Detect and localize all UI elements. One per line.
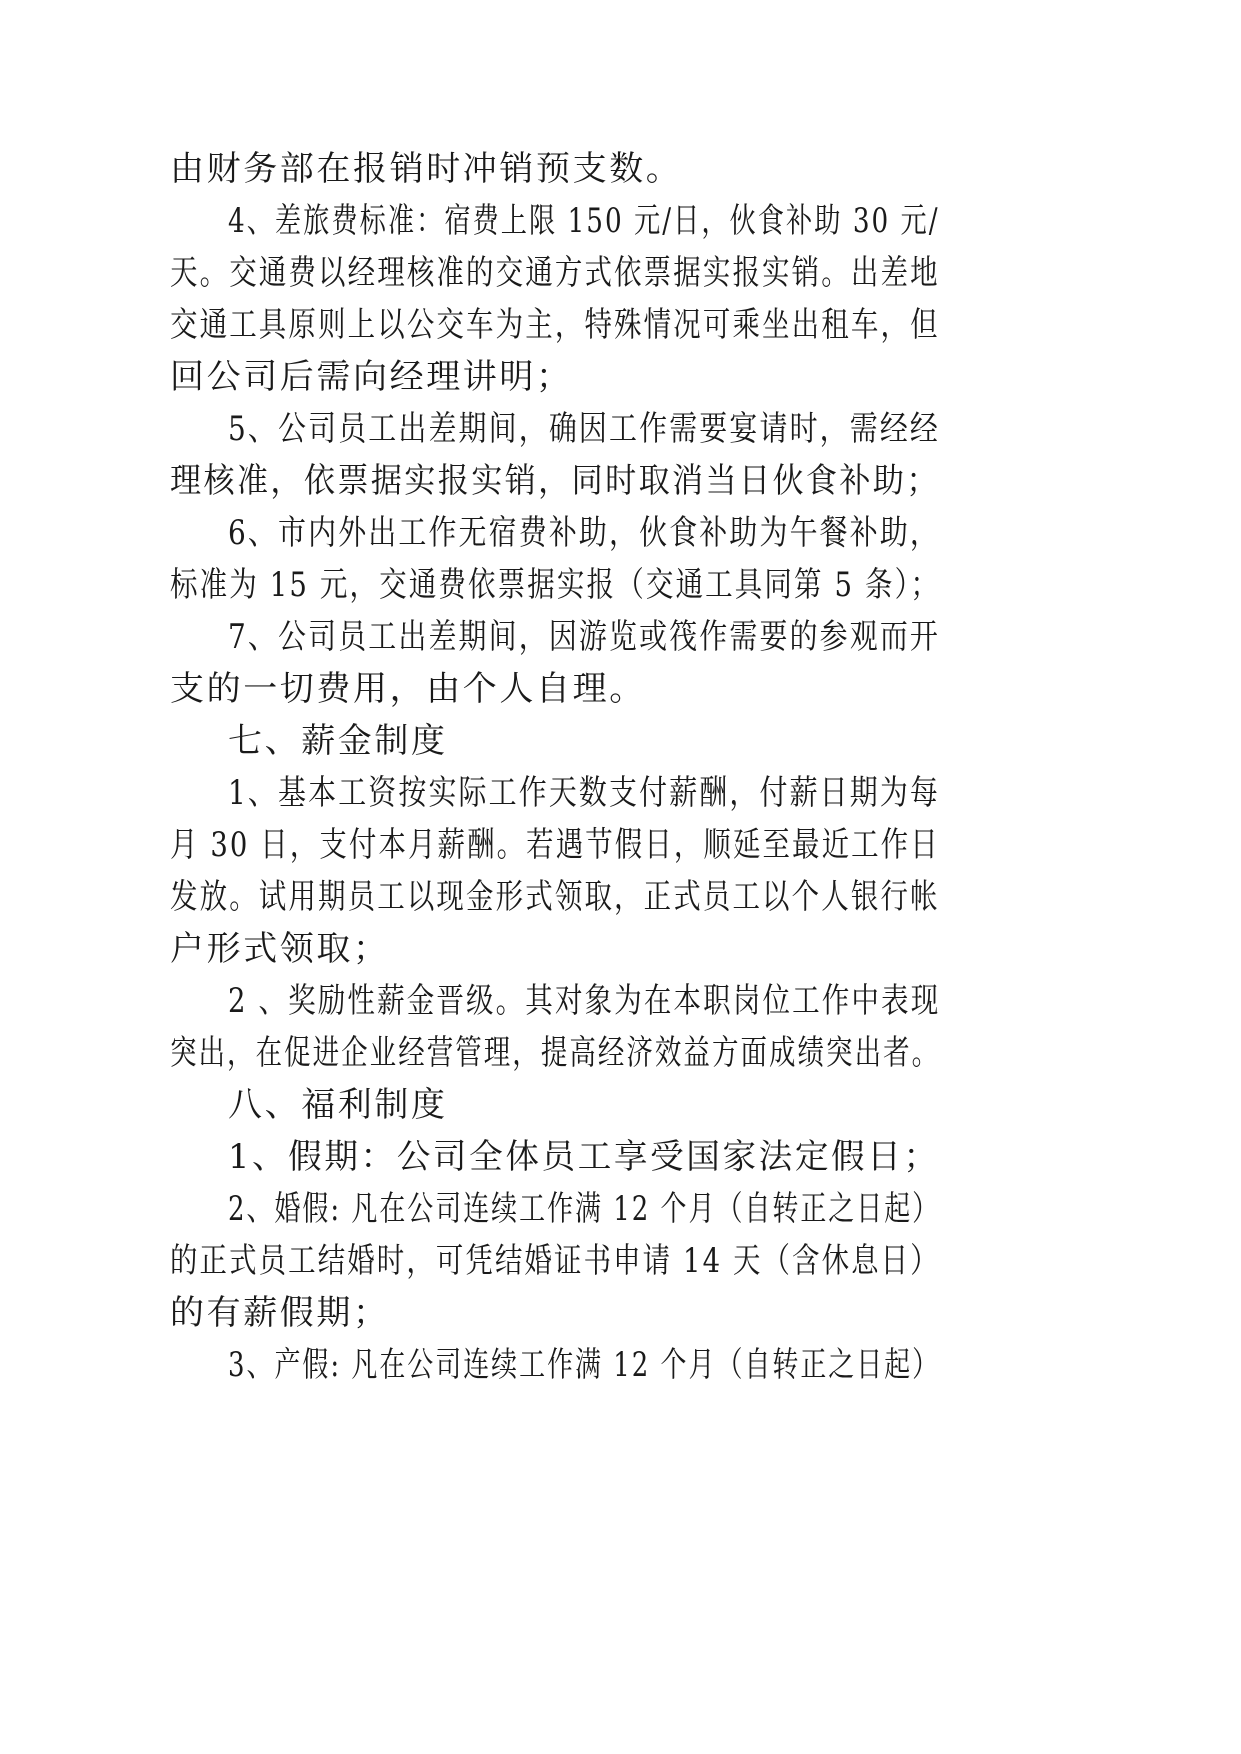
text-line: 的正式员工结婚时，可凭结婚证书申请 14 天（含休息日） xyxy=(170,1241,940,1281)
text-line: 支的一切费用，由个人自理。 xyxy=(170,669,646,709)
text-line: 7、公司员工出差期间，因游览或筏作需要的参观而开 xyxy=(228,617,941,657)
text-line: 户形式领取； xyxy=(170,929,390,969)
section-heading: 七、薪金制度 xyxy=(228,721,448,761)
text-line: 标准为 15 元，交通费依票据实报（交通工具同第 5 条）； xyxy=(170,565,941,605)
text-line: 2、婚假: 凡在公司连续工作满 12 个月（自转正之日起） xyxy=(228,1189,941,1229)
text-line: 回公司后需向经理讲明； xyxy=(170,357,573,397)
text-line: 突出，在促进企业经营管理，提高经济效益方面成绩突出者。 xyxy=(170,1033,941,1073)
text-line: 2 、奖励性薪金晋级。其对象为在本职岗位工作中表现 xyxy=(228,981,941,1021)
text-line: 1、假期：公司全体员工享受国家法定假日； xyxy=(228,1137,940,1177)
text-line: 6、市内外出工作无宿费补助，伙食补助为午餐补助， xyxy=(228,513,941,553)
text-line: 的有薪假期； xyxy=(170,1293,390,1333)
text-line: 由财务部在报销时冲销预支数。 xyxy=(170,149,683,189)
text-line: 交通工具原则上以公交车为主，特殊情况可乘坐出租车，但 xyxy=(170,305,940,345)
text-line: 3、产假: 凡在公司连续工作满 12 个月（自转正之日起） xyxy=(228,1345,941,1385)
text-line: 4、差旅费标准：宿费上限 150 元/日，伙食补助 30 元/ xyxy=(228,201,940,241)
text-line: 月 30 日，支付本月薪酬。若遇节假日，顺延至最近工作日 xyxy=(170,825,940,865)
section-heading: 八、福利制度 xyxy=(228,1085,448,1125)
text-line: 天。交通费以经理核准的交通方式依票据实报实销。出差地 xyxy=(170,253,940,293)
text-line: 发放。试用期员工以现金形式领取，正式员工以个人银行帐 xyxy=(170,877,940,917)
text-line: 理核准，依票据实报实销，同时取消当日伙食补助； xyxy=(170,461,940,501)
text-line: 5、公司员工出差期间，确因工作需要宴请时，需经经 xyxy=(228,409,941,449)
text-line: 1、基本工资按实际工作天数支付薪酬，付薪日期为每 xyxy=(228,773,941,813)
